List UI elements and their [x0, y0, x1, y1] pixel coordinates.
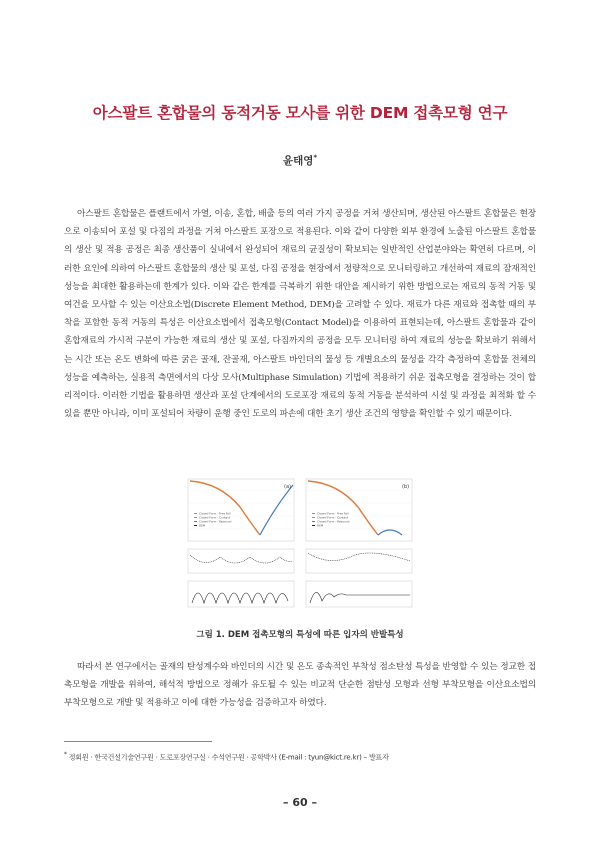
panel-a-legend: [194, 512, 232, 528]
panel-a-main-plot: [188, 479, 294, 541]
footnote: [64, 752, 544, 762]
panel-a-bottom-plot: [188, 581, 294, 607]
author-mark: *: [313, 153, 318, 162]
svg-text:Closed Form - Free Fall: Closed Form - Free Fall: [317, 511, 349, 516]
panel-b-legend: [312, 512, 350, 528]
panel-a-rebound-curve: [260, 485, 293, 535]
panel-a-label: (a): [284, 484, 291, 490]
page-number: – 60 –: [283, 796, 317, 809]
svg-text:DEM: DEM: [317, 523, 324, 528]
panel-b-bottom-plot: [306, 581, 412, 607]
footnote-divider: [64, 741, 212, 742]
svg-text:Closed Form - Rebound: Closed Form - Rebound: [199, 519, 232, 524]
author-name-text: 윤태영: [282, 155, 314, 167]
panel-b-main-plot: [306, 479, 412, 541]
footnote-text: 정회원 · 한국건설기술연구원 · 도로포장연구실 · 수석연구원 · 공학박사 (E-mail : tyun@kict.re.kr) – 발표자: [68, 753, 389, 762]
svg-text:Closed Form - Free Fall: Closed Form - Free Fall: [199, 511, 231, 516]
panel-b-mid-plot: [306, 549, 412, 573]
svg-text:DEM: DEM: [199, 523, 206, 528]
figure-1: [180, 477, 420, 612]
author-name: [0, 153, 600, 168]
body-paragraph-1: 아스팔트 혼합물은 플랜트에서 가열, 이송, 혼합, 배출 등의 여러 가지 공정을 거쳐 생산되며, 생산된 아스팔트 혼합물은 현장으로 이송되어 포설 및 다짐의 과정을 거쳐 아스팔트 포장으로 적용된다. 이와 같이 다양한 외부 환경에 노출된 아스팔트 혼합물의 생산 및 적용 공정은 최종 생산품이 실내에서 완성되어 재료의 균질성이 확보되는 일반적인 산업분야와는 확연히 다르며, 이러한 요인에 의하여 아스팔트 혼합물의 생산 및 포설, 다짐 공정을 현장에서 정량적으로 모니터링하고 개선하여 재료의 잠재적인 성능을 최대한 활용하는데 한계가 있다. 이와 같은 한계를 극복하기 위한 대안을 제시하기 위한 방법으로는 재료의 동적 거동 및 여건을 모사할 수 있는 이산요소법(Discrete Element Method, DEM)을 고려할 수 있다. 재료가 다른 재료와 접촉할 때의 부착을 포함한 동적 거동의 특성은 이산요소법에서 접촉모형(Contact Model)을 이용하여 표현되는데, 아스팔트 혼합물과 같이 혼합재료의 가시적 구분이 가능한 재료의 생산 및 포설, 다짐까지의 공정을 모두 모니터링 하여 재료의 성능을 확보하기 위해서는 시간 또는 온도 변화에 따른 굵은 골재, 잔골재, 아스팔트 바인더의 물성 등 개별요소의 물성을 각각 측정하여 혼합물 전체의 성능을 예측하는, 실용적 측면에서의 다상 모사(Multiphase Simulation) 기법에 적용하기 쉬운 접촉모형을 결정하는 것이 합리적이다. 이러한 기법을 활용하면 생산과 포설 단계에서의 도로포장 재료의 동적 거동을 분석하여 시설 및 과정을 최적화 할 수 있을 뿐만 아니라, 이미 포설되어 차량이 운행 중인 도로의 파손에 대한 초기 생산 조건의 영향을 확인할 수 있기 때문이다.: [64, 209, 536, 420]
footnote-mark: *: [64, 752, 67, 758]
figure-caption: 그림 1. DEM 접촉모형의 특성에 따른 입자의 반발특성: [196, 630, 404, 640]
panel-b-label: (b): [402, 484, 410, 490]
paper-title: 아스팔트 혼합물의 동적거동 모사를 위한 DEM 접촉모형 연구: [92, 104, 508, 122]
panel-a-mid-plot: [188, 549, 294, 573]
body-paragraph-2: 따라서 본 연구에서는 골재의 탄성계수와 바인더의 시간 및 온도 종속적인 부착성 점소탄성 특성을 반영할 수 있는 정교한 접촉모형을 개발을 위하여, 해석적 방법으로 정해가 유도될 수 있는 비교적 단순한 점탄성 모형과 선형 부착모형을 이산요소법의 부착모형으로 개발 및 적용하고 이에 대한 가능성을 검증하고자 하였다.: [64, 662, 536, 709]
svg-text:Closed Form - Contact: Closed Form - Contact: [317, 515, 348, 520]
svg-text:Closed Form - Contact: Closed Form - Contact: [199, 515, 230, 520]
svg-text:Closed Form - Rebound: Closed Form - Rebound: [317, 519, 350, 524]
panel-b-rebound-curve: [378, 530, 402, 535]
